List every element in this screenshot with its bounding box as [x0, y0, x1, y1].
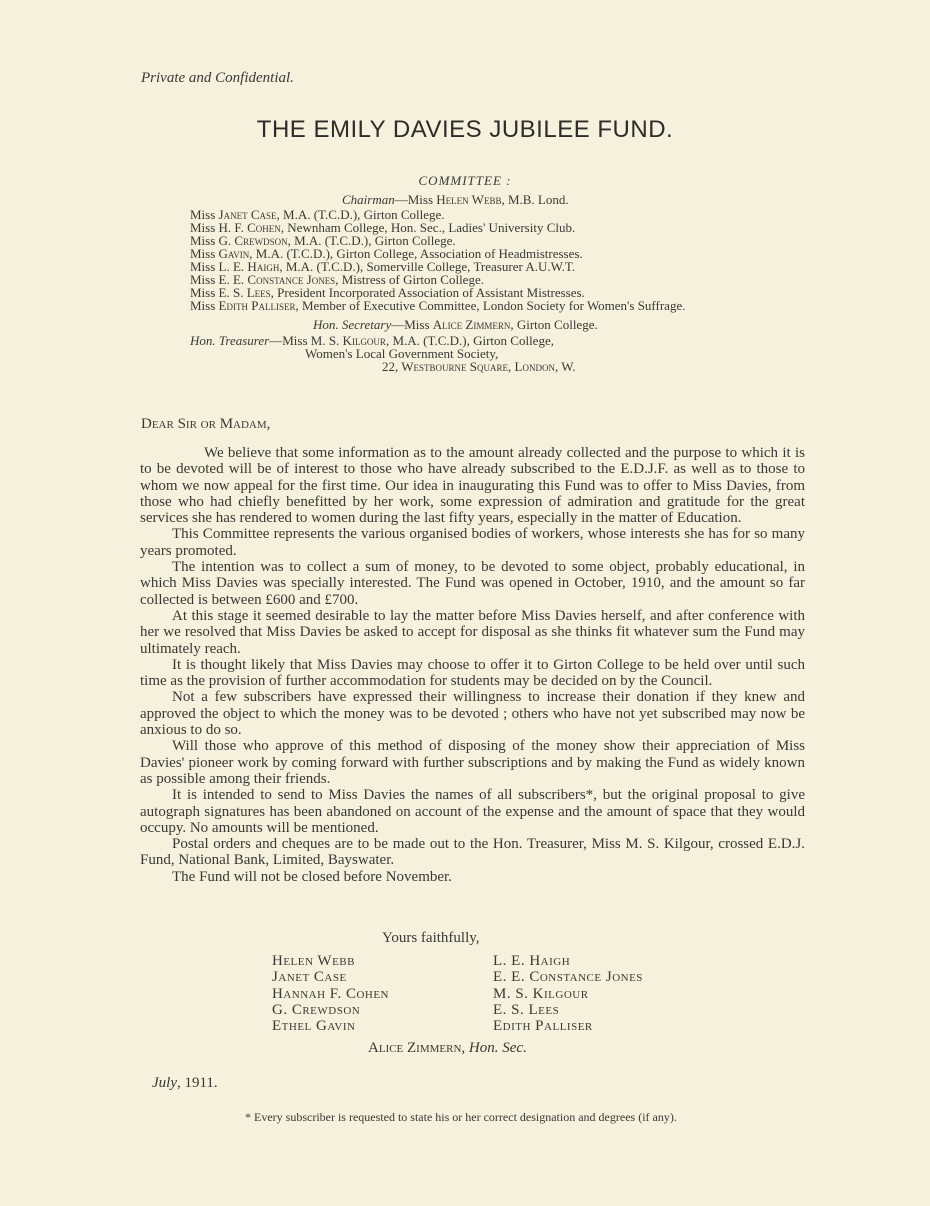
- treasurer-society: Women's Local Government Society,: [305, 346, 499, 361]
- letter-paragraph: At this stage it seemed desirable to lay the matter before Miss Davies herself, and after conference with her we resolved that Miss Davies be asked to accept for disposal as she thinks fit whatever sum the Fund may ultimately reach.: [140, 607, 805, 657]
- treasurer-address: 22, Westbourne Square, London, W.: [382, 359, 576, 374]
- details: , M.A. (T.C.D.), Girton College.: [287, 233, 456, 248]
- details: , Girton College.: [510, 317, 598, 332]
- letter-paragraph: This Committee represents the various organised bodies of workers, whose interests she has for so many years promoted.: [140, 526, 805, 559]
- salutation: Dear Sir or Madam,: [141, 416, 271, 432]
- details: , M.A. (T.C.D.), Girton College, Association of Headmistresses.: [249, 246, 583, 261]
- committee-chairman: [342, 193, 569, 206]
- details: , President Incorporated Association of Assistant Mistresses.: [270, 285, 585, 300]
- person-name: E. E. Constance Jones: [218, 272, 336, 287]
- signatories-left: [272, 953, 389, 1034]
- role-label: Chairman: [342, 192, 395, 207]
- letter-body: [140, 445, 805, 885]
- letter-paragraph: Postal orders and cheques are to be made out to the Hon. Treasurer, Miss M. S. Kilgour, crossed E.D.J. Fund, National Bank, Limited, Bayswater.: [140, 836, 805, 869]
- details: , M.B. Lond.: [501, 192, 569, 207]
- details: , M.A. (T.C.D.), Girton College,: [385, 333, 554, 348]
- letter-paragraph: Will those who approve of this method of disposing of the money show their appreciation of Miss Davies' pioneer work by coming forward with further subscriptions and by making the Fund as widely known as possible among their friends.: [140, 738, 805, 787]
- committee-members: [190, 208, 685, 312]
- prefix: —Miss: [394, 192, 437, 207]
- person-name: G. Crewdson: [218, 233, 288, 248]
- committee-treasurer: [190, 334, 576, 373]
- signatory-name: M. S. Kilgour: [493, 985, 589, 1002]
- closing: Yours faithfully,: [382, 930, 480, 946]
- secretary-signature: [368, 1040, 527, 1057]
- signatory-name: G. Crewdson: [272, 1001, 361, 1018]
- prefix: Miss: [190, 233, 219, 248]
- person-name: M. S. Kilgour: [310, 333, 386, 348]
- person-name: Helen Webb: [436, 192, 502, 207]
- letter-paragraph: The intention was to collect a sum of money, to be devoted to some object, probably educational, in which Miss Davies was specially interested. The Fund was opened in October, 1910, and the amount so far collected is between £600 and £700.: [140, 559, 805, 608]
- document-title: THE EMILY DAVIES JUBILEE FUND.: [256, 116, 674, 143]
- signatory-name: Ethel Gavin: [272, 1018, 356, 1035]
- signatory-name: Edith Palliser: [493, 1018, 593, 1035]
- prefix: Miss: [190, 272, 219, 287]
- person-name: Alice Zimmern: [368, 1040, 462, 1056]
- signatories-right: [493, 953, 643, 1034]
- role-label: , Hon. Sec.: [461, 1040, 527, 1056]
- person-name: L. E. Haigh: [218, 259, 280, 274]
- prefix: —Miss: [269, 333, 311, 348]
- prefix: —Miss: [391, 317, 433, 332]
- signatory-name: E. E. Constance Jones: [493, 969, 643, 986]
- date-year: , 1911.: [176, 1075, 218, 1091]
- prefix: Miss: [190, 298, 219, 313]
- letter-date: [152, 1075, 218, 1092]
- prefix: Miss: [190, 220, 219, 235]
- committee-secretary: [313, 318, 598, 331]
- person-name: Alice Zimmern: [432, 317, 511, 332]
- confidential-note: Private and Confidential.: [141, 70, 294, 86]
- date-month: July: [152, 1075, 177, 1091]
- letter-paragraph: The Fund will not be closed before November.: [172, 868, 452, 885]
- letter-paragraph: We believe that some information as to the amount already collected and the purpose to which it is to be devoted will be of interest to those who have already subscribed to the E.D.J.F. as well as to those to whom we now appeal for the first time. Our idea in inaugurating this Fund was to offer to Miss Davies, from those who had chiefly benefitted by her work, some expression of admiration and gratitude for the great services she has rendered to women during the last fifty years, especially in the matter of Education.: [140, 445, 805, 527]
- details: , M.A. (T.C.D.), Girton College.: [276, 207, 445, 222]
- person-name: H. F. Cohen: [218, 220, 281, 235]
- letter-paragraph: Not a few subscribers have expressed their willingness to increase their donation if they knew and approved the object to which the money was to be devoted ; others who have not yet subscribed may now be anxious to do so.: [140, 689, 805, 739]
- prefix: Miss: [190, 246, 219, 261]
- prefix: Miss: [190, 259, 219, 274]
- details: , Member of Executive Committee, London Society for Women's Suffrage.: [295, 298, 686, 313]
- prefix: Miss: [190, 207, 219, 222]
- person-name: Gavin: [218, 246, 250, 261]
- letter-paragraph: It is intended to send to Miss Davies the names of all subscribers*, but the original proposal to give autograph signatures has been abandoned on account of the expense and the amount of space that they would occupy. No amounts will be mentioned.: [140, 787, 805, 836]
- person-name: Janet Case: [218, 207, 277, 222]
- signatory-name: Helen Webb: [272, 953, 355, 969]
- prefix: Miss: [190, 285, 219, 300]
- signatory-name: L. E. Haigh: [493, 953, 571, 969]
- footnote: * Every subscriber is requested to state his or her correct designation and degrees (if any).: [245, 1110, 677, 1124]
- signatory-name: E. S. Lees: [493, 1001, 560, 1018]
- signatory-name: Hannah F. Cohen: [272, 985, 389, 1002]
- committee-member: [190, 299, 685, 312]
- details: , Mistress of Girton College.: [335, 272, 484, 287]
- role-label: Hon. Secretary: [313, 317, 392, 332]
- person-name: E. S. Lees: [218, 285, 271, 300]
- role-label: Hon. Treasurer: [190, 333, 270, 348]
- details: , M.A. (T.C.D.), Somerville College, Treasurer A.U.W.T.: [279, 259, 576, 274]
- signatory-name: Janet Case: [272, 969, 347, 986]
- letter-paragraph: It is thought likely that Miss Davies may choose to offer it to Girton College to be held over until such time as the provision of further accommodation for students may be decided on by the Council.: [140, 656, 805, 690]
- details: , Newnham College, Hon. Sec., Ladies' University Club.: [280, 220, 576, 235]
- committee-heading: COMMITTEE :: [418, 173, 512, 188]
- person-name: Edith Palliser: [218, 298, 296, 313]
